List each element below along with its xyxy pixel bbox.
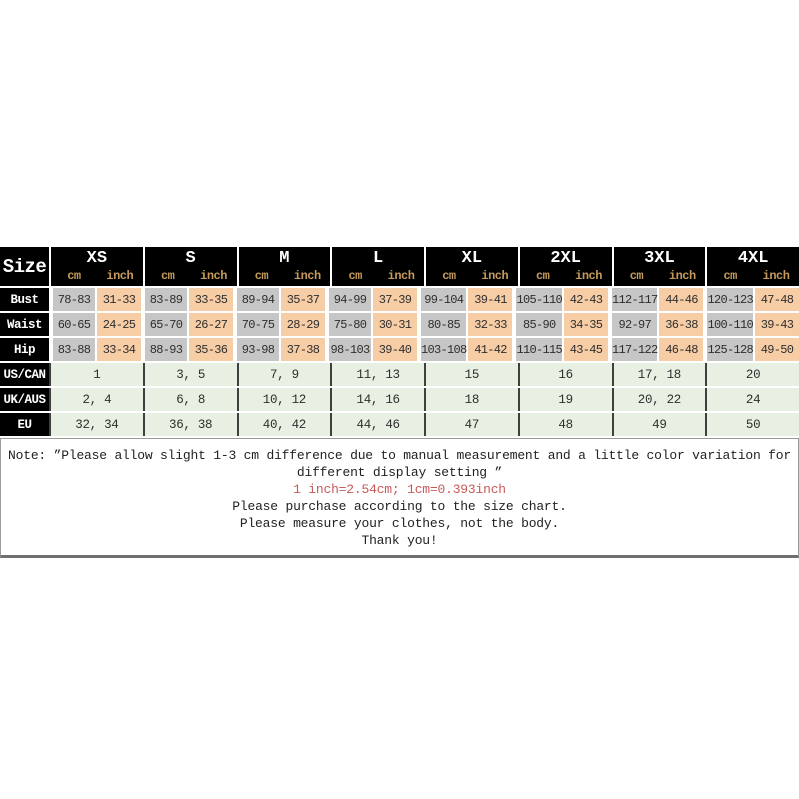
uk-aus-m: 10, 12 (237, 388, 331, 411)
uk-aus-xl: 18 (424, 388, 518, 411)
size-label-4xl: 4XL (737, 248, 769, 268)
unit-label-inch-xs: inch (106, 269, 134, 283)
size-column-header-l (332, 247, 424, 286)
eu-2xl: 48 (518, 413, 612, 436)
row-label-eu: EU (0, 413, 49, 436)
row-label-waist: Waist (0, 313, 49, 336)
size-label-l: L (373, 248, 384, 268)
bust-4xl-inch: 47-48 (755, 288, 799, 311)
hip-m-inch: 37-38 (281, 338, 325, 361)
eu-m: 40, 42 (237, 413, 331, 436)
bust-3xl-cm: 112-117 (610, 288, 658, 311)
uk-aus-3xl: 20, 22 (612, 388, 706, 411)
us-can-xs: 1 (49, 363, 143, 386)
waist-4xl-cm: 100-110 (705, 313, 753, 336)
waist-s-inch: 26-27 (189, 313, 233, 336)
waist-xs-inch: 24-25 (97, 313, 141, 336)
size-column-header-xl (426, 247, 518, 286)
unit-labels-m (239, 269, 331, 286)
size-label-2xl: 2XL (550, 248, 581, 268)
uk-aus-s: 6, 8 (143, 388, 237, 411)
size-chart (0, 247, 799, 558)
waist-m-inch: 28-29 (281, 313, 325, 336)
size-header-row (0, 247, 799, 286)
unit-labels-3xl (614, 269, 706, 286)
bust-l-inch: 37-39 (373, 288, 417, 311)
waist-xl-cm: 80-85 (419, 313, 467, 336)
unit-labels-2xl (520, 269, 612, 286)
hip-xl-inch: 41-42 (468, 338, 512, 361)
waist-2xl-inch: 34-35 (564, 313, 608, 336)
uk-aus-4xl: 24 (705, 388, 799, 411)
waist-s-cm: 65-70 (143, 313, 187, 336)
row-label-bust: Bust (0, 288, 49, 311)
bust-m-inch: 35-37 (281, 288, 325, 311)
uk-aus-l: 14, 16 (330, 388, 424, 411)
unit-label-cm-m: cm (254, 269, 269, 283)
unit-label-cm-s: cm (160, 269, 175, 283)
waist-l-cm: 75-80 (327, 313, 371, 336)
waist-l-inch: 30-31 (373, 313, 417, 336)
measurement-rows (0, 288, 799, 361)
hip-xs-inch: 33-34 (97, 338, 141, 361)
thanks-line: Thank you! (361, 533, 438, 548)
bust-m-cm: 89-94 (235, 288, 279, 311)
conversion-line: 1 inch=2.54cm; 1cm=0.393inch (293, 482, 506, 497)
size-label-m: M (279, 248, 290, 268)
eu-l: 44, 46 (330, 413, 424, 436)
eu-xl: 47 (424, 413, 518, 436)
size-column-header-2xl (520, 247, 612, 286)
row-label-hip: Hip (0, 338, 49, 361)
measure-line: Please measure your clothes, not the body. (239, 516, 560, 531)
size-corner-cell: Size (0, 247, 49, 286)
unit-labels-xs (51, 269, 143, 286)
bust-2xl-cm: 105-110 (514, 288, 562, 311)
note-box (0, 438, 799, 558)
bust-xl-cm: 99-104 (419, 288, 467, 311)
hip-xs-cm: 83-88 (51, 338, 95, 361)
uk-aus-2xl: 19 (518, 388, 612, 411)
unit-label-inch-xl: inch (481, 269, 509, 283)
bust-2xl-inch: 42-43 (564, 288, 608, 311)
unit-label-inch-s: inch (200, 269, 227, 283)
size-column-header-m (239, 247, 331, 286)
us-can-l: 11, 13 (330, 363, 424, 386)
bust-l-cm: 94-99 (327, 288, 371, 311)
uk-aus-xs: 2, 4 (49, 388, 143, 411)
us-can-xl: 15 (424, 363, 518, 386)
waist-3xl-inch: 36-38 (659, 313, 703, 336)
hip-l-inch: 39-40 (373, 338, 417, 361)
bust-3xl-inch: 44-46 (659, 288, 703, 311)
bust-4xl-cm: 120-123 (705, 288, 753, 311)
unit-label-cm-2xl: cm (535, 269, 550, 283)
eu-xs: 32, 34 (49, 413, 143, 436)
size-label-3xl: 3XL (644, 248, 675, 268)
hip-l-cm: 98-103 (327, 338, 371, 361)
unit-label-inch-3xl: inch (668, 269, 696, 283)
eu-3xl: 49 (612, 413, 706, 436)
waist-m-cm: 70-75 (235, 313, 279, 336)
size-column-header-4xl (707, 247, 799, 286)
hip-4xl-cm: 125-128 (705, 338, 753, 361)
unit-labels-4xl (707, 269, 799, 286)
unit-label-inch-m: inch (293, 269, 321, 283)
unit-label-cm-xl: cm (442, 269, 456, 283)
size-label-xl: XL (461, 248, 483, 268)
waist-2xl-cm: 85-90 (514, 313, 562, 336)
eu-s: 36, 38 (143, 413, 237, 436)
bust-xs-cm: 78-83 (51, 288, 95, 311)
hip-s-cm: 88-93 (143, 338, 187, 361)
hip-xl-cm: 103-108 (419, 338, 467, 361)
unit-label-inch-2xl: inch (575, 269, 602, 283)
waist-xs-cm: 60-65 (51, 313, 95, 336)
hip-3xl-cm: 117-122 (610, 338, 658, 361)
purchase-line: Please purchase according to the size chart. (232, 499, 567, 514)
hip-2xl-cm: 110-115 (514, 338, 562, 361)
hip-s-inch: 35-36 (189, 338, 233, 361)
unit-labels-xl (426, 269, 518, 286)
size-column-header-xs (51, 247, 143, 286)
us-can-3xl: 17, 18 (612, 363, 706, 386)
us-can-4xl: 20 (705, 363, 799, 386)
bust-xl-inch: 39-41 (468, 288, 512, 311)
note-line-2: different display setting ” (296, 465, 503, 480)
unit-labels-s (145, 269, 237, 286)
unit-label-cm-xs: cm (67, 269, 81, 283)
hip-m-cm: 93-98 (235, 338, 279, 361)
unit-label-cm-l: cm (348, 269, 362, 283)
eu-4xl: 50 (705, 413, 799, 436)
us-can-m: 7, 9 (237, 363, 331, 386)
size-label-s: S (185, 248, 196, 268)
waist-xl-inch: 32-33 (468, 313, 512, 336)
us-can-2xl: 16 (518, 363, 612, 386)
bust-s-inch: 33-35 (189, 288, 233, 311)
bust-s-cm: 83-89 (143, 288, 187, 311)
hip-2xl-inch: 43-45 (564, 338, 608, 361)
row-label-us-can: US/CAN (0, 363, 49, 386)
unit-label-inch-l: inch (387, 269, 415, 283)
unit-label-cm-3xl: cm (629, 269, 644, 283)
size-column-header-3xl (614, 247, 706, 286)
waist-3xl-cm: 92-97 (610, 313, 658, 336)
size-label-xs: XS (86, 248, 108, 268)
bust-xs-inch: 31-33 (97, 288, 141, 311)
hip-4xl-inch: 49-50 (755, 338, 799, 361)
row-label-uk-aus: UK/AUS (0, 388, 49, 411)
waist-4xl-inch: 39-43 (755, 313, 799, 336)
region-size-rows (0, 363, 799, 436)
unit-label-cm-4xl: cm (723, 269, 737, 283)
size-column-header-s (145, 247, 237, 286)
us-can-s: 3, 5 (143, 363, 237, 386)
unit-labels-l (332, 269, 424, 286)
unit-label-inch-4xl: inch (762, 269, 790, 283)
note-line-1: Note: ”Please allow slight 1-3 cm difference due to manual measurement and a little color variation for (8, 448, 791, 463)
hip-3xl-inch: 46-48 (659, 338, 703, 361)
